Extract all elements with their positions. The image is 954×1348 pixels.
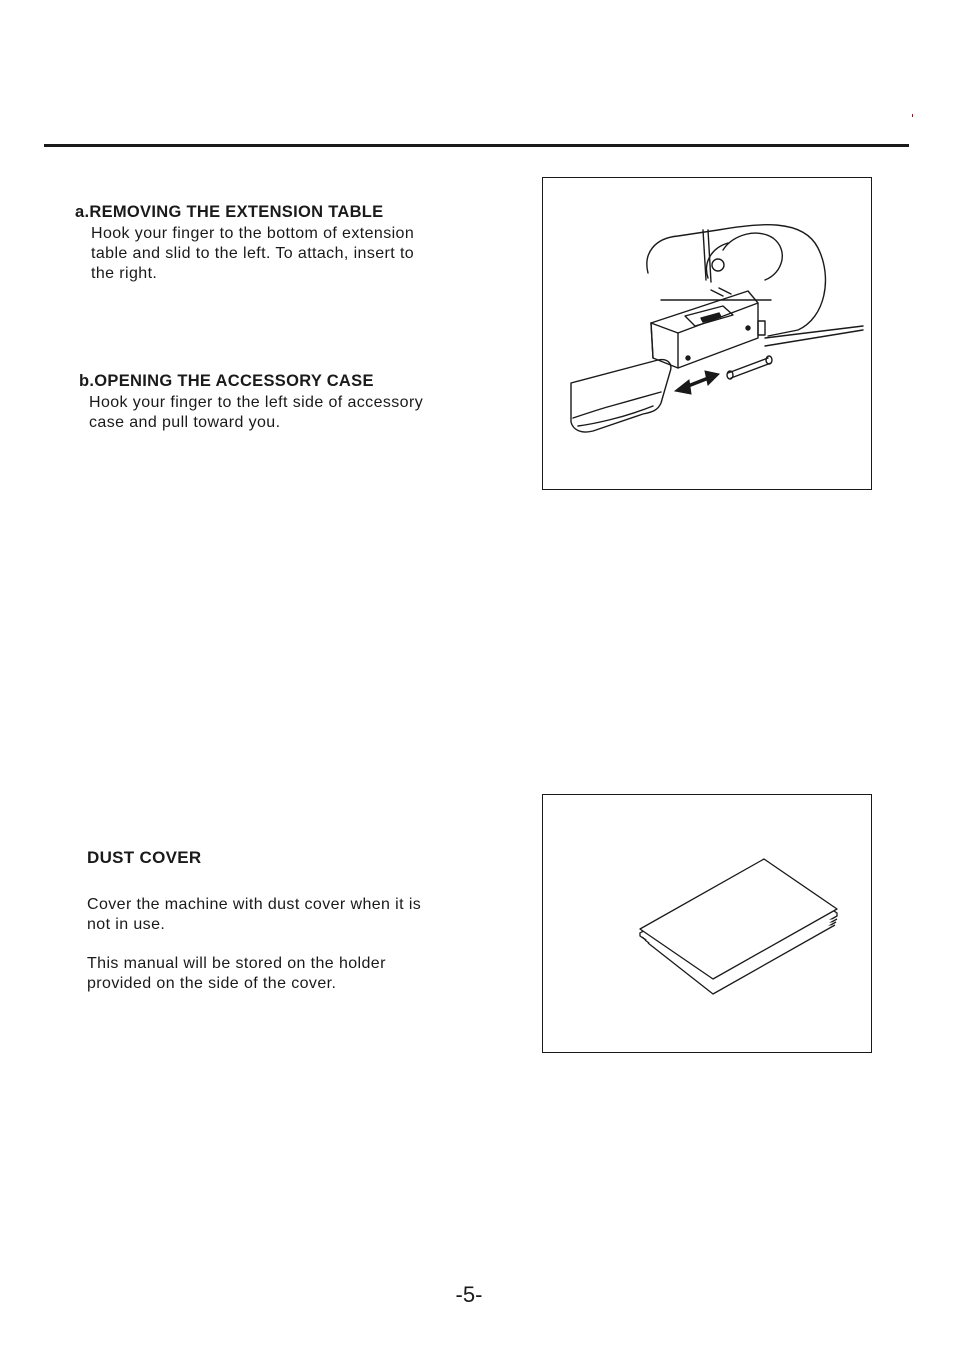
sewing-machine-drawing: [543, 178, 873, 491]
section-a-heading: a.REMOVING THE EXTENSION TABLE: [75, 203, 384, 221]
section-b-heading: b.OPENING THE ACCESSORY CASE: [79, 372, 374, 390]
dust-cover-paragraph-2: This manual will be stored on the holder provided on the side of the cover.: [87, 955, 386, 992]
manual-booklet-drawing: [543, 795, 873, 1054]
section-b-body: Hook your finger to the left side of accessory case and pull toward you.: [89, 394, 424, 431]
corner-mark: [912, 114, 913, 117]
manual-illustration: [542, 794, 872, 1053]
dust-cover-paragraph-1: Cover the machine with dust cover when it is not in use.: [87, 896, 422, 933]
page-number: -5-: [455, 1282, 483, 1307]
dust-cover-heading: DUST COVER: [87, 848, 202, 867]
header-rule: [44, 144, 909, 147]
section-a-body: Hook your finger to the bottom of extension table and slid to the left. To attach, insert to the right.: [91, 225, 415, 282]
extension-table-illustration: [542, 177, 872, 490]
